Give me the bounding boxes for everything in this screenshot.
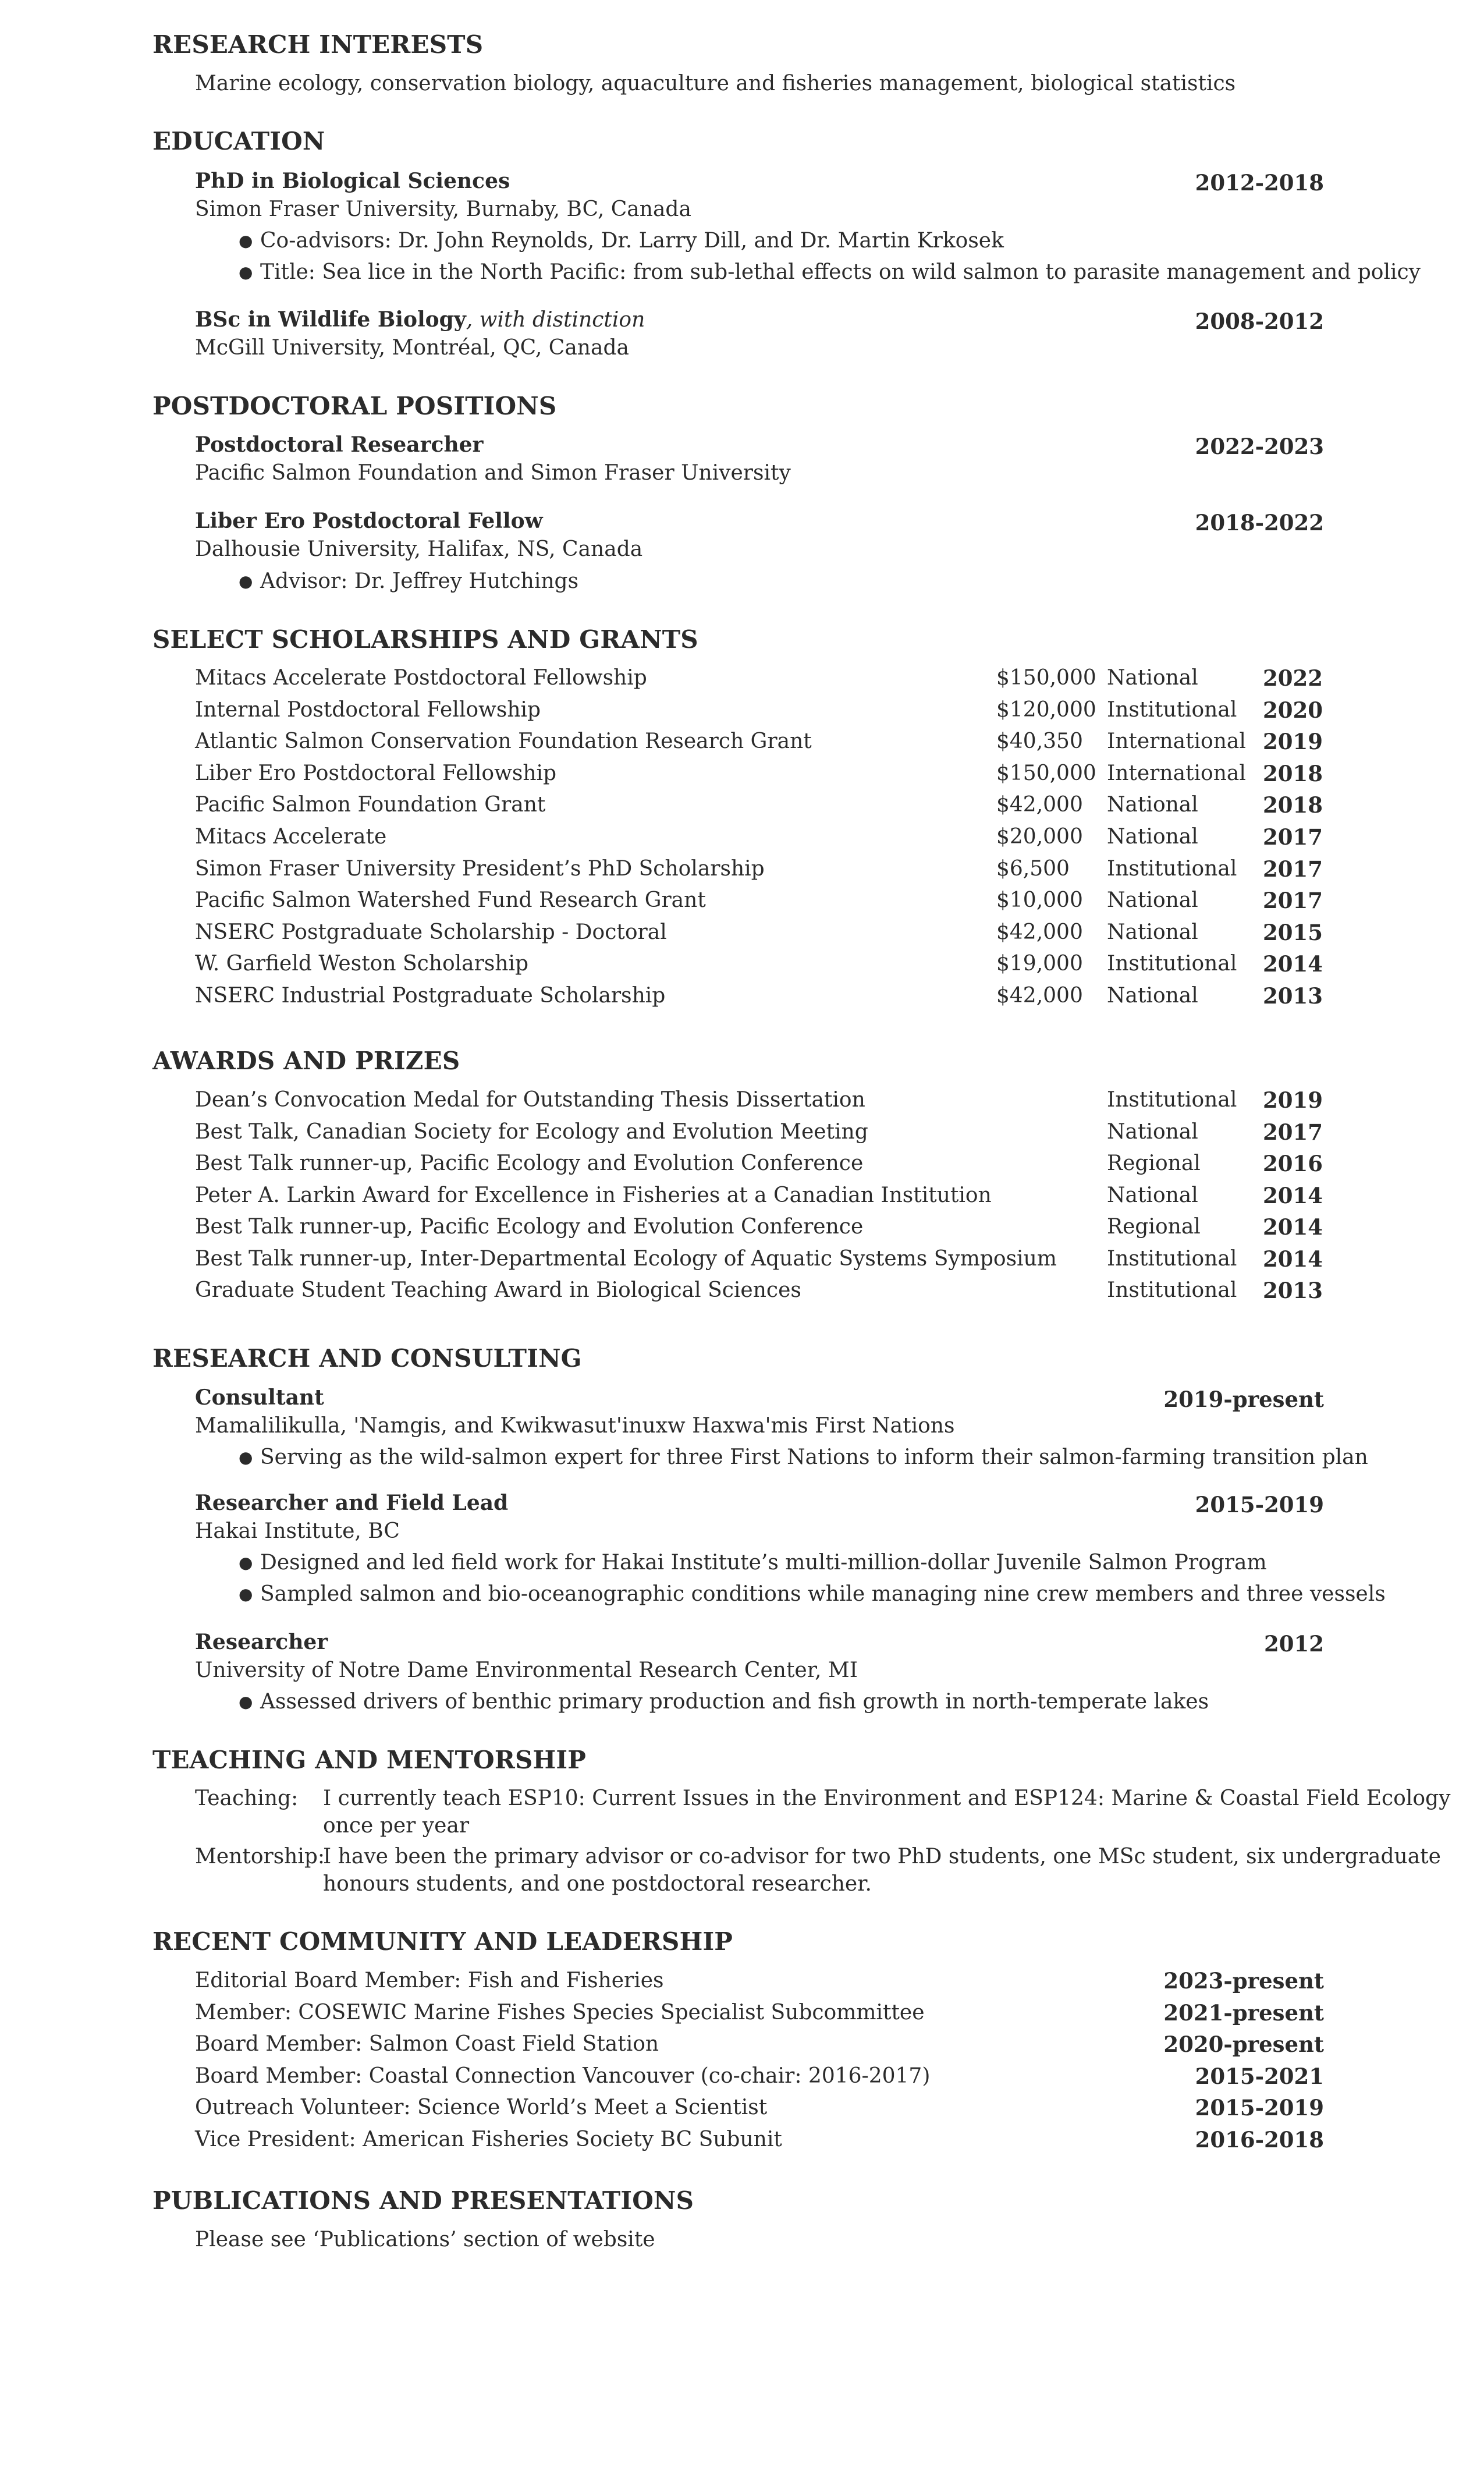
scholarship-name: NSERC Postgraduate Scholarship - Doctoral	[195, 920, 667, 944]
heading-research-interests: RESEARCH INTERESTS	[152, 30, 484, 59]
community-role: Vice President: American Fisheries Society BC Subunit	[195, 2128, 782, 2151]
scholarship-name: Internal Postdoctoral Fellowship	[195, 697, 541, 722]
consulting-2-bullet-1: Designed and led field work for Hakai Institute’s multi-million-dollar Juvenile Salmon Program	[260, 1551, 1267, 1575]
award-level: Institutional	[1107, 1088, 1237, 1112]
postdoc-2-bullet-1: Advisor: Dr. Jeffrey Hutchings	[260, 569, 579, 593]
heading-scholarships: SELECT SCHOLARSHIPS AND GRANTS	[152, 625, 698, 654]
education-bsc-distinction: , with distinction	[466, 308, 645, 332]
community-role: Outreach Volunteer: Science World’s Meet a Scientist	[195, 2095, 768, 2120]
scholarship-amount: $120,000	[996, 697, 1096, 722]
education-bsc-org: McGill University, Montréal, QC, Canada	[195, 336, 629, 360]
award-year: 2017	[1263, 1119, 1323, 1145]
bullet-icon: ●	[239, 1448, 253, 1467]
scholarship-name: NSERC Industrial Postgraduate Scholarship	[195, 984, 666, 1008]
consulting-2-bullet-2: Sampled salmon and bio-oceanographic conditions while managing nine crew members and three vessels	[260, 1582, 1386, 1606]
education-bsc-title: BSc in Wildlife Biology	[195, 307, 466, 332]
award-level: National	[1107, 1119, 1198, 1144]
education-phd-bullet-2: Title: Sea lice in the North Pacific: from sub-lethal effects on wild salmon to parasite management and policy	[260, 260, 1421, 284]
award-name: Best Talk runner-up, Pacific Ecology and Evolution Conference	[195, 1151, 864, 1175]
community-years: 2015-2019	[1195, 2095, 1324, 2121]
scholarship-name: W. Garfield Weston Scholarship	[195, 952, 529, 976]
community-years: 2016-2018	[1195, 2127, 1324, 2153]
scholarship-level: Institutional	[1107, 856, 1237, 881]
community-years: 2023-present	[1163, 1968, 1324, 1994]
award-year: 2014	[1263, 1182, 1323, 1208]
scholarship-level: International	[1107, 729, 1246, 754]
heading-awards: AWARDS AND PRIZES	[152, 1047, 460, 1075]
consulting-3-title: Researcher	[195, 1630, 328, 1654]
education-phd-bullet-1: Co-advisors: Dr. John Reynolds, Dr. Larry Dill, and Dr. Martin Krkosek	[260, 229, 1004, 253]
scholarship-year: 2022	[1263, 665, 1323, 691]
postdoc-2-org: Dalhousie University, Halifax, NS, Canada	[195, 537, 643, 561]
consulting-1-title: Consultant	[195, 1385, 324, 1410]
scholarship-amount: $42,000	[996, 793, 1083, 817]
scholarship-level: National	[1107, 666, 1198, 690]
education-phd-years: 2012-2018	[1195, 170, 1324, 196]
consulting-2-org: Hakai Institute, BC	[195, 1519, 400, 1543]
award-name: Best Talk runner-up, Inter-Departmental Ecology of Aquatic Systems Symposium	[195, 1246, 1057, 1271]
community-years: 2021-present	[1163, 1999, 1324, 2026]
heading-community: RECENT COMMUNITY AND LEADERSHIP	[152, 1927, 733, 1956]
postdoc-2-years: 2018-2022	[1195, 510, 1324, 536]
community-role: Member: COSEWIC Marine Fishes Species Specialist Subcommittee	[195, 2000, 925, 2024]
consulting-2-years: 2015-2019	[1195, 1492, 1324, 1517]
award-level: Institutional	[1107, 1278, 1237, 1302]
consulting-1-bullet-1: Serving as the wild-salmon expert for three First Nations to inform their salmon-farming transition plan	[260, 1445, 1368, 1469]
heading-postdoc: POSTDOCTORAL POSITIONS	[152, 392, 557, 420]
postdoc-1-org: Pacific Salmon Foundation and Simon Fraser University	[195, 461, 791, 485]
scholarship-year: 2020	[1263, 697, 1323, 723]
scholarship-year: 2019	[1263, 729, 1323, 755]
scholarship-amount: $42,000	[996, 920, 1083, 944]
consulting-3-org: University of Notre Dame Environmental Research Center, MI	[195, 1658, 858, 1682]
scholarship-year: 2015	[1263, 919, 1323, 945]
scholarship-year: 2013	[1263, 983, 1323, 1009]
community-years: 2020-present	[1163, 2031, 1324, 2058]
scholarship-level: National	[1107, 793, 1198, 817]
teaching-label: Teaching:	[195, 1786, 299, 1810]
consulting-1-org: Mamalilikulla, 'Namgis, and Kwikwasut'inuxw Haxwa'mis First Nations	[195, 1414, 955, 1438]
award-year: 2019	[1263, 1087, 1323, 1113]
heading-publications: PUBLICATIONS AND PRESENTATIONS	[152, 2186, 694, 2215]
consulting-1-years: 2019-present	[1163, 1387, 1324, 1412]
community-role: Board Member: Coastal Connection Vancouver (co-chair: 2016-2017)	[195, 2063, 931, 2088]
award-year: 2016	[1263, 1151, 1323, 1176]
scholarship-level: International	[1107, 761, 1246, 785]
award-name: Graduate Student Teaching Award in Biological Sciences	[195, 1278, 801, 1302]
heading-consulting: RESEARCH AND CONSULTING	[152, 1344, 582, 1373]
award-name: Best Talk runner-up, Pacific Ecology and Evolution Conference	[195, 1215, 864, 1239]
community-years: 2015-2021	[1195, 2063, 1324, 2089]
award-level: National	[1107, 1183, 1198, 1207]
heading-education: EDUCATION	[152, 127, 325, 155]
scholarship-name: Mitacs Accelerate Postdoctoral Fellowship	[195, 666, 647, 690]
consulting-3-years: 2012	[1264, 1631, 1324, 1657]
award-name: Best Talk, Canadian Society for Ecology and Evolution Meeting	[195, 1119, 868, 1144]
scholarship-name: Atlantic Salmon Conservation Foundation Research Grant	[195, 729, 812, 754]
award-year: 2014	[1263, 1246, 1323, 1272]
mentorship-label: Mentorship:	[195, 1845, 325, 1868]
scholarship-amount: $150,000	[996, 761, 1096, 785]
scholarship-amount: $20,000	[996, 825, 1083, 849]
education-phd-title: PhD in Biological Sciences	[195, 169, 510, 193]
award-name: Dean’s Convocation Medal for Outstanding Thesis Dissertation	[195, 1088, 865, 1112]
scholarship-year: 2018	[1263, 792, 1323, 818]
scholarship-level: Institutional	[1107, 697, 1237, 722]
postdoc-1-title: Postdoctoral Researcher	[195, 432, 484, 457]
consulting-3-bullet-1: Assessed drivers of benthic primary production and fish growth in north-temperate lakes	[260, 1690, 1209, 1714]
bullet-icon: ●	[239, 263, 253, 282]
award-level: Institutional	[1107, 1246, 1237, 1271]
scholarship-level: National	[1107, 888, 1198, 913]
scholarship-level: National	[1107, 825, 1198, 849]
scholarship-name: Mitacs Accelerate	[195, 825, 387, 849]
award-level: Regional	[1107, 1151, 1201, 1175]
teaching-text-line-2: once per year	[323, 1814, 470, 1838]
community-role: Board Member: Salmon Coast Field Station	[195, 2032, 659, 2056]
heading-teaching: TEACHING AND MENTORSHIP	[152, 1746, 586, 1774]
award-year: 2013	[1263, 1278, 1323, 1303]
scholarship-year: 2014	[1263, 951, 1323, 977]
scholarship-year: 2017	[1263, 856, 1323, 882]
scholarship-year: 2018	[1263, 760, 1323, 786]
scholarship-amount: $6,500	[996, 856, 1070, 881]
scholarship-amount: $42,000	[996, 984, 1083, 1008]
scholarship-amount: $150,000	[996, 666, 1096, 690]
bullet-icon: ●	[239, 572, 253, 591]
award-name: Peter A. Larkin Award for Excellence in Fisheries at a Canadian Institution	[195, 1183, 992, 1207]
bullet-icon: ●	[239, 231, 253, 250]
scholarship-name: Liber Ero Postdoctoral Fellowship	[195, 761, 557, 785]
bullet-icon: ●	[239, 1692, 253, 1711]
scholarship-amount: $19,000	[996, 952, 1083, 976]
scholarship-name: Pacific Salmon Watershed Fund Research Grant	[195, 888, 706, 913]
scholarship-amount: $10,000	[996, 888, 1083, 913]
research-interests-text: Marine ecology, conservation biology, aquaculture and fisheries management, biological statistics	[195, 72, 1236, 95]
scholarship-name: Pacific Salmon Foundation Grant	[195, 793, 546, 817]
bullet-icon: ●	[239, 1553, 253, 1572]
scholarship-amount: $40,350	[996, 729, 1083, 754]
education-phd-org: Simon Fraser University, Burnaby, BC, Canada	[195, 197, 691, 221]
consulting-2-title: Researcher and Field Lead	[195, 1491, 509, 1515]
mentorship-text-line-1: I have been the primary advisor or co-advisor for two PhD students, one MSc student, six undergraduate	[323, 1845, 1441, 1868]
postdoc-2-title: Liber Ero Postdoctoral Fellow	[195, 509, 543, 533]
postdoc-1-years: 2022-2023	[1195, 434, 1324, 459]
scholarship-level: Institutional	[1107, 952, 1237, 976]
community-role: Editorial Board Member: Fish and Fisheries	[195, 1969, 664, 1992]
mentorship-text-line-2: honours students, and one postdoctoral researcher.	[323, 1872, 872, 1896]
teaching-text-line-1: I currently teach ESP10: Current Issues in the Environment and ESP124: Marine & Coastal Field Ecology	[323, 1786, 1451, 1810]
bullet-icon: ●	[239, 1584, 253, 1604]
scholarship-year: 2017	[1263, 824, 1323, 850]
education-bsc-title-line	[195, 309, 645, 331]
scholarship-year: 2017	[1263, 888, 1323, 914]
scholarship-level: National	[1107, 920, 1198, 944]
scholarship-name: Simon Fraser University President’s PhD Scholarship	[195, 856, 765, 881]
publications-text: Please see ‘Publications’ section of website	[195, 2228, 655, 2251]
award-year: 2014	[1263, 1214, 1323, 1240]
scholarship-level: National	[1107, 984, 1198, 1008]
award-level: Regional	[1107, 1215, 1201, 1239]
education-bsc-years: 2008-2012	[1195, 309, 1324, 334]
